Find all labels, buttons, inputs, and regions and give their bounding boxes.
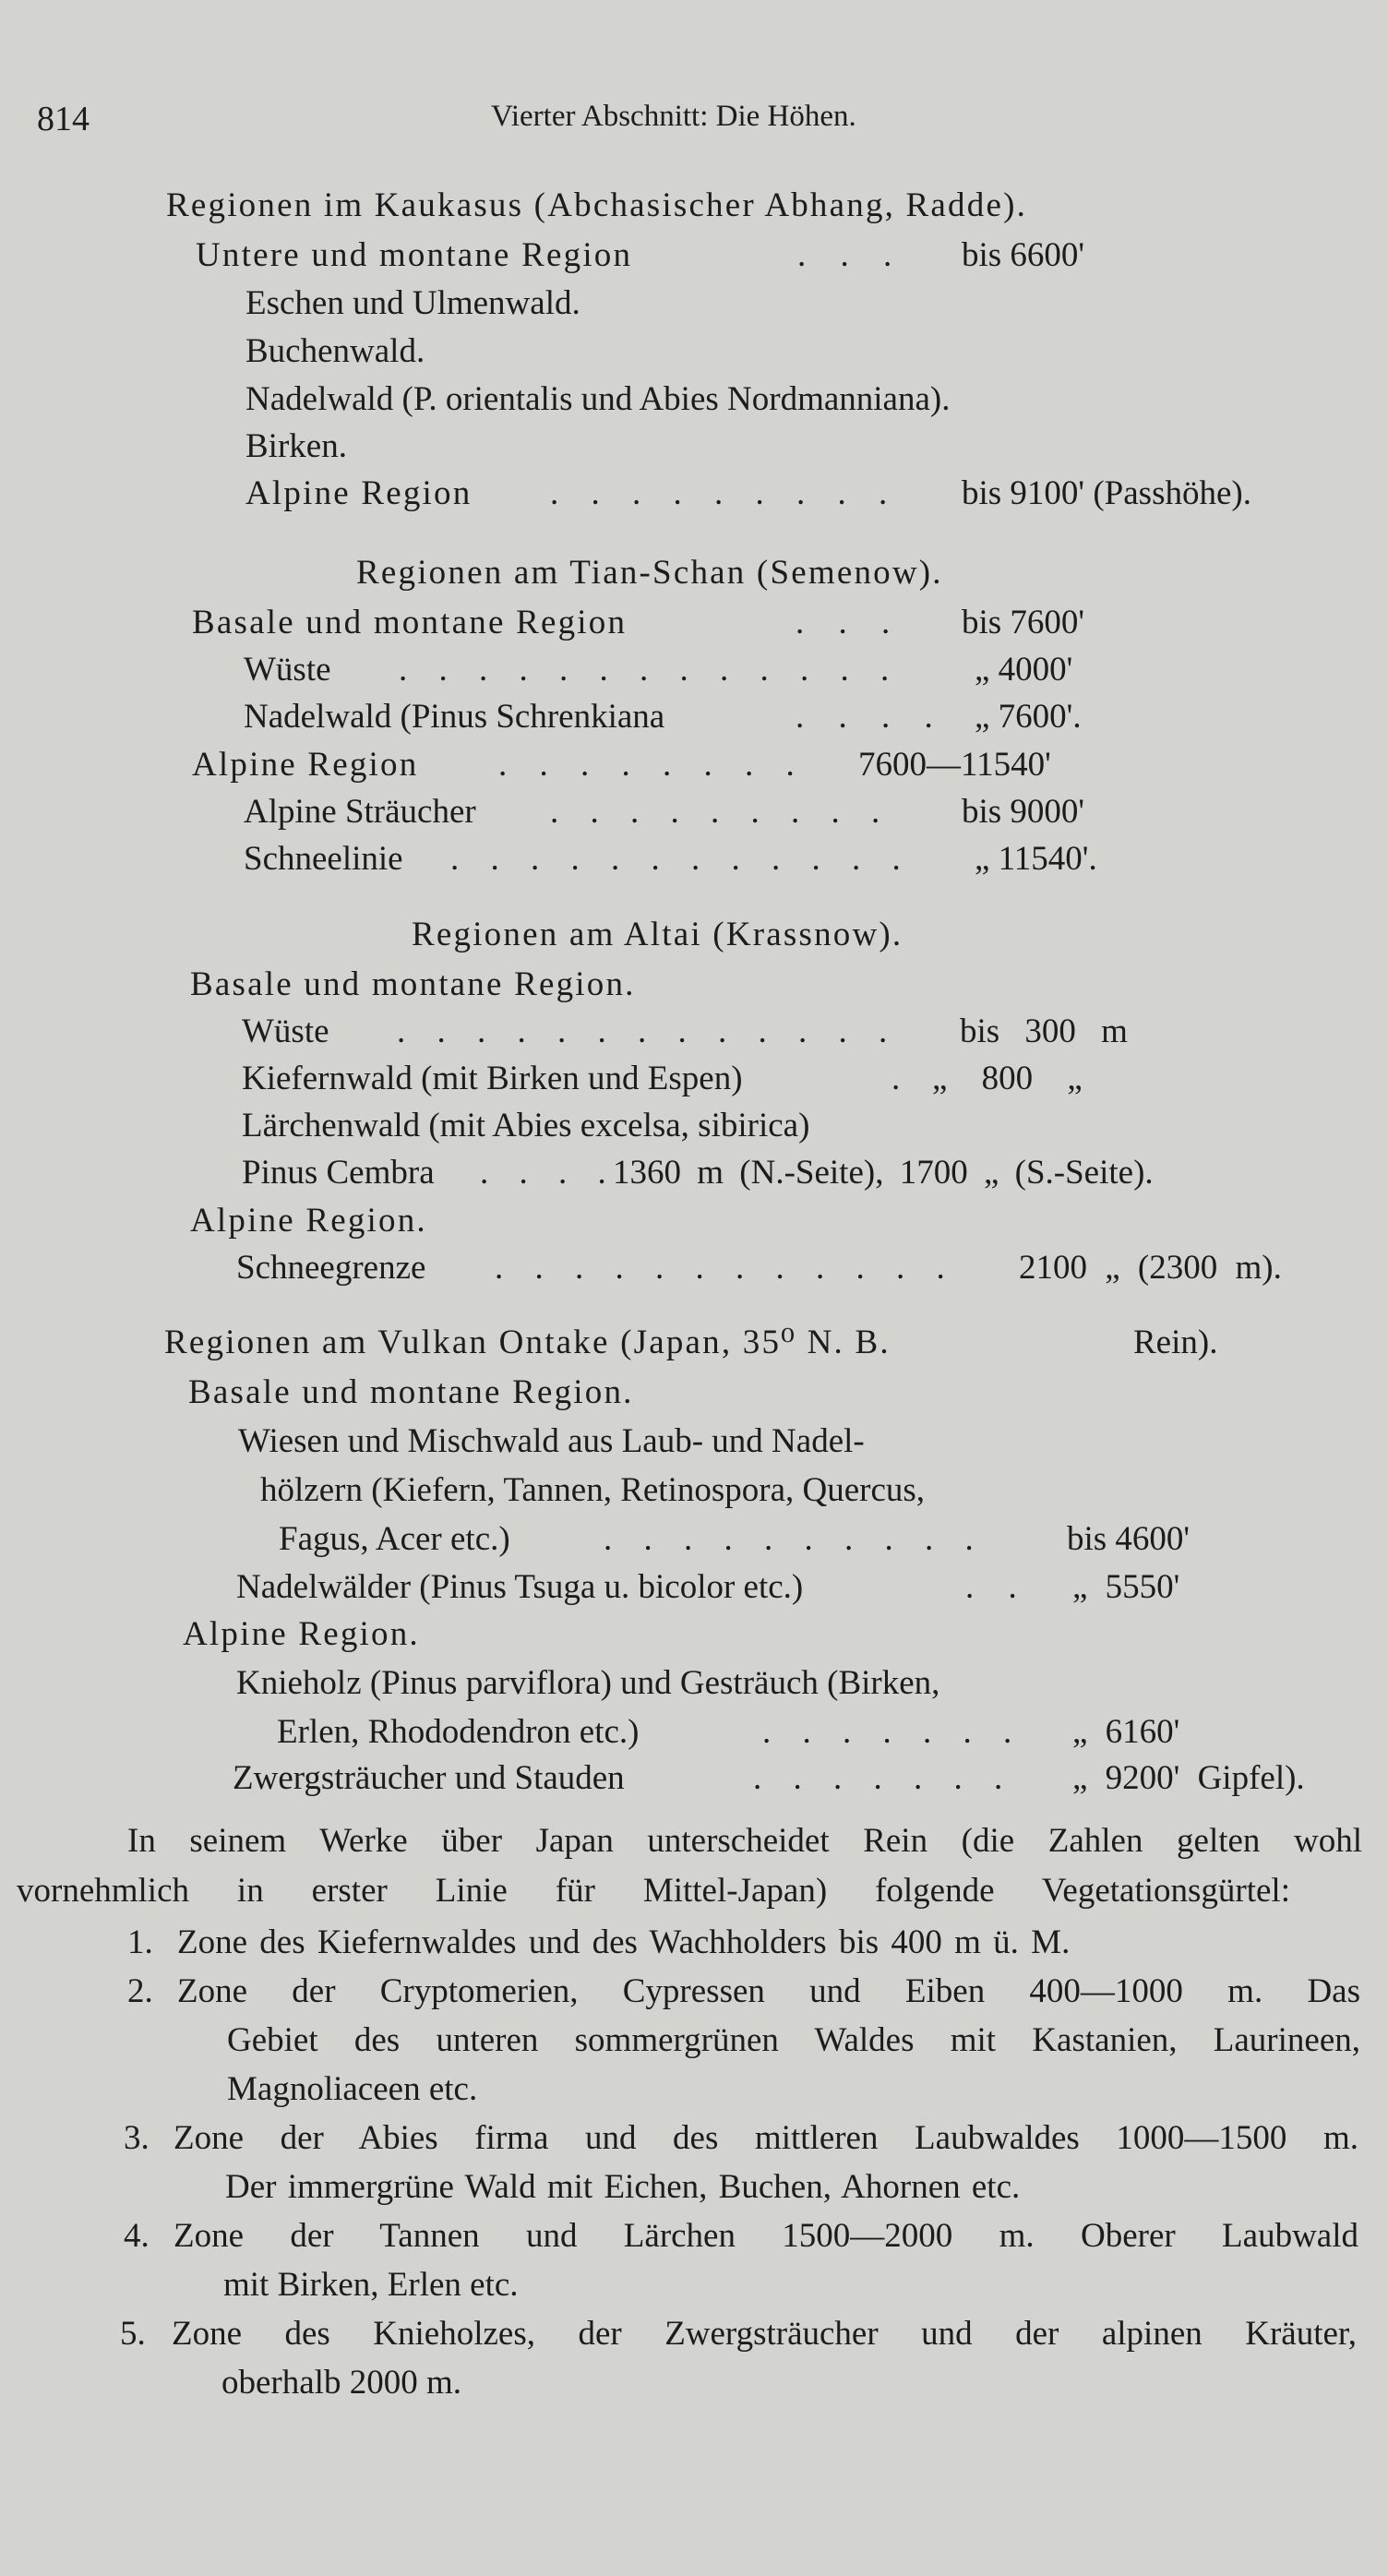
ontake-heading: Regionen am Vulkan Ontake (Japan, 35⁰ N. B.: [164, 1324, 891, 1361]
tianschan-heading: Regionen am Tian-Schan (Semenow).: [356, 554, 943, 592]
kaukasus-alpine-label: Alpine Region: [245, 474, 473, 512]
tianschan-basale-dots: . . .: [796, 604, 903, 641]
ontake-knieholz-line2: Erlen, Rhododendron etc.): [277, 1713, 640, 1751]
tianschan-schneelinie-label: Schneelinie: [244, 840, 403, 878]
altai-schneegrenze-label: Schneegrenze: [236, 1249, 426, 1287]
ontake-wiesen-line2: hölzern (Kiefern, Tannen, Retinospora, Quercus,: [260, 1471, 926, 1509]
running-title: Vierter Abschnitt: Die Höhen.: [491, 100, 856, 133]
tianschan-nadelwald-dots: . . . .: [796, 698, 946, 736]
ontake-basale-label: Basale und montane Region.: [188, 1373, 634, 1411]
zone-4-line-2: mit Birken, Erlen etc.: [223, 2266, 519, 2304]
tianschan-alpine-value: 7600—11540': [858, 746, 1051, 784]
ontake-heading-source: Rein).: [1133, 1324, 1218, 1361]
tianschan-nadelwald-label: Nadelwald (Pinus Schrenkiana: [244, 698, 665, 736]
zone-2-line-3: Magnoliaceen etc.: [227, 2070, 478, 2108]
ontake-nadelwaelder-dots: . .: [965, 1568, 1030, 1606]
altai-wueste-value: bis 300 m: [960, 1012, 1128, 1050]
ontake-zwergstraeucher-dots: . . . . . . .: [753, 1759, 1014, 1797]
altai-kiefernwald-label: Kiefernwald (mit Birken und Espen): [242, 1060, 743, 1097]
altai-pinus-label: Pinus Cembra: [242, 1154, 435, 1192]
ontake-knieholz-line1: Knieholz (Pinus parviflora) und Gesträuch (Birken,: [236, 1664, 940, 1702]
altai-kiefernwald-value: „ 800 „: [932, 1060, 1083, 1097]
altai-schneegrenze-value: 2100 „ (2300 m).: [1019, 1249, 1282, 1287]
paragraph-line-1: In seinem Werke über Japan unterscheidet Rein (die Zahlen gelten wohl: [127, 1822, 1362, 1860]
altai-laerchenwald-label: Lärchenwald (mit Abies excelsa, sibirica): [242, 1107, 810, 1144]
kaukasus-untere-dots: . . .: [797, 236, 905, 274]
ontake-wiesen-line3: Fagus, Acer etc.): [279, 1520, 510, 1558]
altai-basale-label: Basale und montane Region.: [190, 965, 636, 1003]
tianschan-straeucher-value: bis 9000': [962, 793, 1085, 831]
tianschan-wueste-value: „ 4000': [975, 651, 1073, 689]
kaukasus-untere-label: Untere und montane Region: [196, 236, 633, 274]
altai-pinus-dots: . . . .: [480, 1154, 617, 1192]
paragraph-line-2: vornehmlich in erster Linie für Mittel-Japan) folgende Vegetationsgürtel:: [17, 1872, 1290, 1910]
ontake-zwergstraeucher-label: Zwergsträucher und Stauden: [233, 1759, 625, 1797]
ontake-zwergstraeucher-value: „ 9200' Gipfel).: [1072, 1759, 1305, 1797]
tianschan-straeucher-dots: . . . . . . . . .: [550, 793, 891, 831]
tianschan-alpine-dots: . . . . . . . .: [498, 746, 807, 784]
zone-2-line-1: Zone der Cryptomerien, Cypressen und Eiben 400—1000 m. Das: [177, 1972, 1360, 2010]
altai-wueste-label: Wüste: [242, 1012, 329, 1050]
altai-pinus-value: 1360 m (N.-Seite), 1700 „ (S.-Seite).: [613, 1154, 1154, 1192]
ontake-wiesen-value: bis 4600': [1067, 1520, 1191, 1558]
zone-3-number: 3.: [124, 2119, 150, 2157]
kaukasus-item-birken: Birken.: [245, 427, 347, 465]
zone-4-number: 4.: [124, 2217, 150, 2255]
kaukasus-item-nadelwald: Nadelwald (P. orientalis und Abies Nordmanniana).: [245, 380, 951, 418]
tianschan-schneelinie-value: „ 11540'.: [975, 840, 1097, 878]
ontake-knieholz-value: „ 6160': [1072, 1713, 1180, 1751]
altai-heading: Regionen am Altai (Krassnow).: [412, 916, 903, 953]
tianschan-basale-value: bis 7600': [962, 604, 1085, 641]
zone-2-number: 2.: [127, 1972, 153, 2010]
tianschan-basale-label: Basale und montane Region: [192, 604, 628, 641]
tianschan-alpine-label: Alpine Region: [192, 746, 419, 784]
ontake-wiesen-line1: Wiesen und Mischwald aus Laub- und Nadel-: [238, 1422, 865, 1460]
zone-5-line-1: Zone des Knieholzes, der Zwergsträucher und der alpinen Kräuter,: [172, 2315, 1357, 2353]
zone-2-line-2: Gebiet des unteren sommergrünen Waldes mit Kastanien, Laurineen,: [227, 2021, 1360, 2059]
ontake-wiesen-dots: . . . . . . . . . .: [604, 1520, 986, 1558]
altai-schneegrenze-dots: . . . . . . . . . . . .: [495, 1249, 957, 1287]
kaukasus-alpine-value: bis 9100' (Passhöhe).: [962, 474, 1251, 512]
altai-wueste-dots: . . . . . . . . . . . . .: [397, 1012, 899, 1050]
zone-1-line-1: Zone des Kiefernwaldes und des Wachholders bis 400 m ü. M.: [177, 1923, 1071, 1961]
zone-3-line-1: Zone der Abies firma und des mittleren Laubwaldes 1000—1500 m.: [174, 2119, 1358, 2157]
kaukasus-untere-value: bis 6600': [962, 236, 1085, 274]
tianschan-wueste-label: Wüste: [244, 651, 331, 689]
zone-4-line-1: Zone der Tannen und Lärchen 1500—2000 m. Oberer Laubwald: [174, 2217, 1358, 2255]
ontake-alpine-label: Alpine Region.: [183, 1615, 420, 1653]
ontake-nadelwaelder-value: „ 5550': [1072, 1568, 1180, 1606]
altai-alpine-label: Alpine Region.: [190, 1202, 427, 1240]
kaukasus-heading: Regionen im Kaukasus (Abchasischer Abhang, Radde).: [166, 186, 1028, 224]
tianschan-straeucher-label: Alpine Sträucher: [244, 793, 476, 831]
kaukasus-item-eschen: Eschen und Ulmenwald.: [245, 284, 580, 322]
kaukasus-item-buchenwald: Buchenwald.: [245, 332, 425, 370]
tianschan-schneelinie-dots: . . . . . . . . . . . .: [450, 840, 913, 878]
altai-kiefernwald-dots: .: [891, 1060, 901, 1097]
kaukasus-alpine-dots: . . . . . . . . .: [550, 474, 900, 512]
tianschan-wueste-dots: . . . . . . . . . . . . .: [399, 651, 901, 689]
zone-1-number: 1.: [127, 1923, 153, 1961]
ontake-nadelwaelder-label: Nadelwälder (Pinus Tsuga u. bicolor etc.): [236, 1568, 804, 1606]
zone-3-line-2: Der immergrüne Wald mit Eichen, Buchen, Ahornen etc.: [225, 2168, 1021, 2206]
zone-5-line-2: oberhalb 2000 m.: [221, 2364, 461, 2402]
tianschan-nadelwald-value: „ 7600'.: [975, 698, 1082, 736]
zone-5-number: 5.: [120, 2315, 146, 2353]
ontake-knieholz-dots: . . . . . . .: [762, 1713, 1023, 1751]
page-number: 814: [37, 100, 90, 138]
